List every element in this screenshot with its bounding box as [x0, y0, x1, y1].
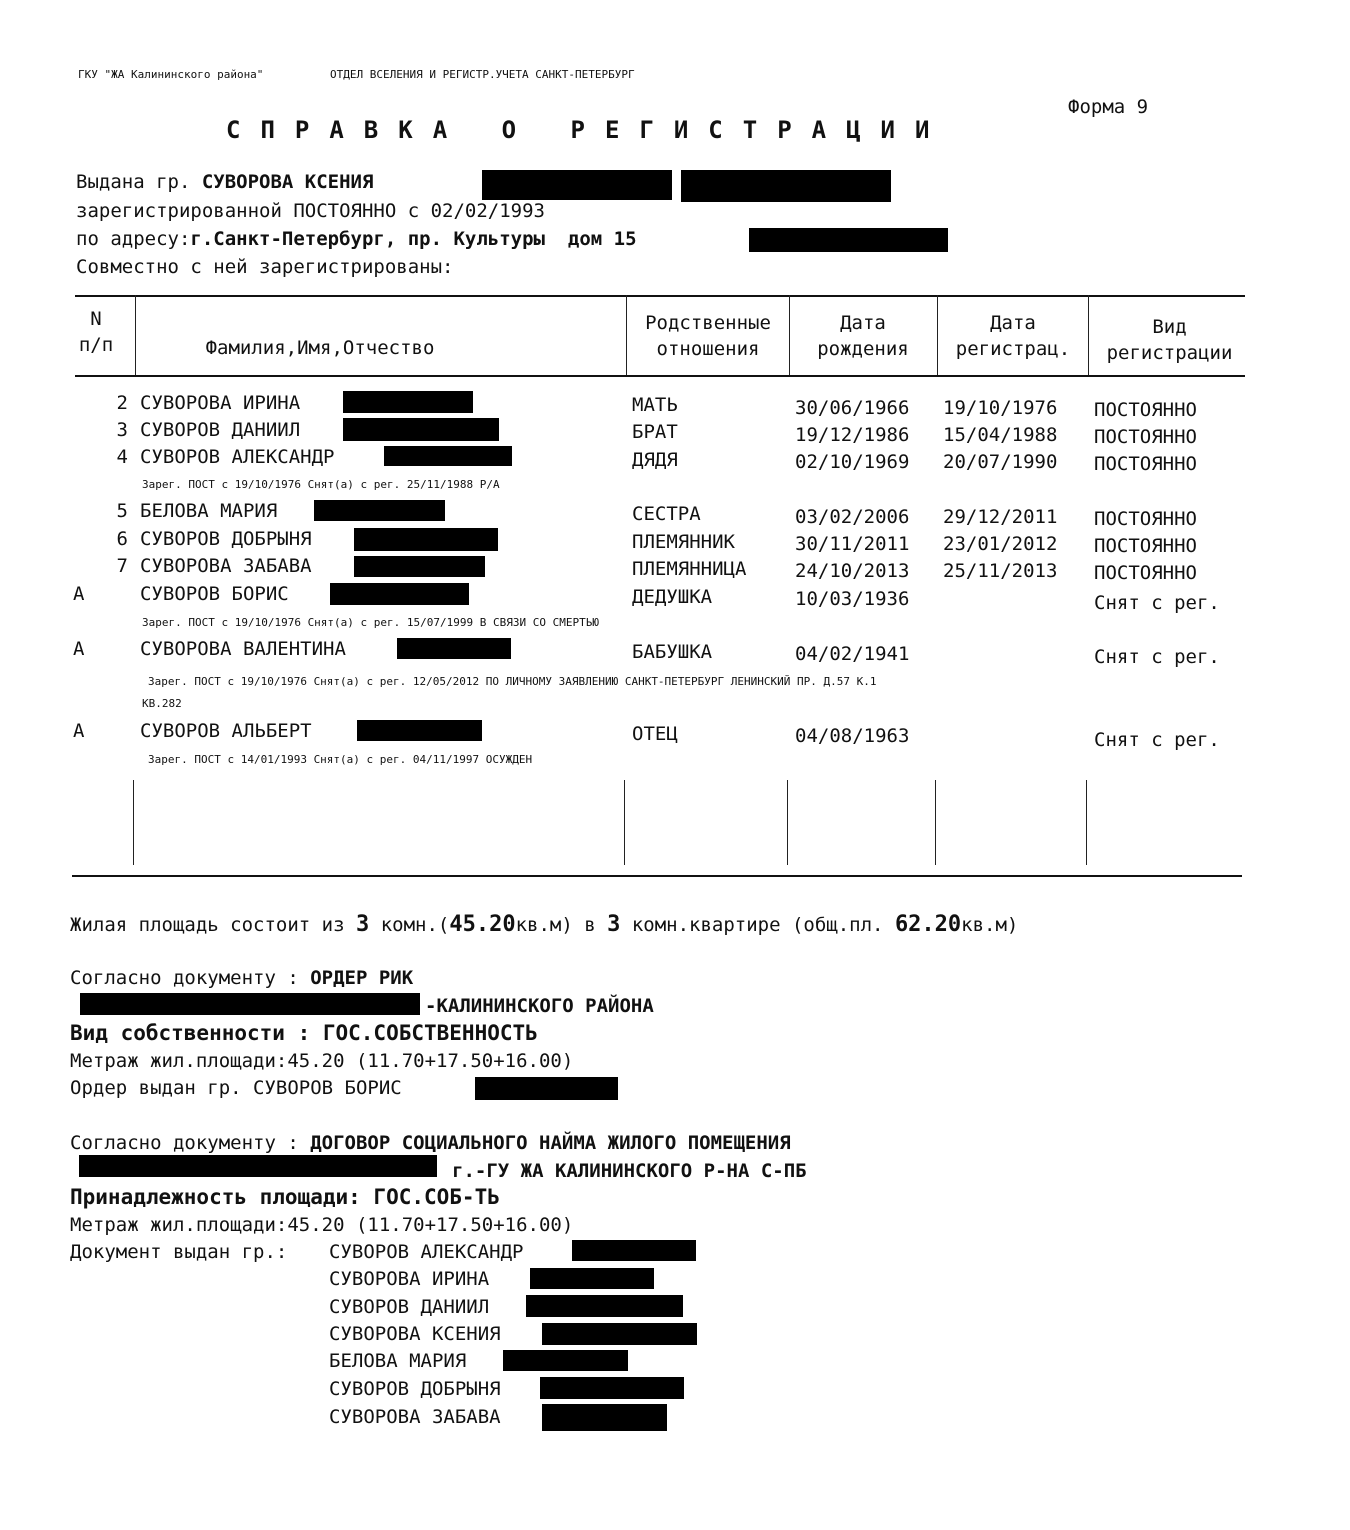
col-divider: [937, 295, 938, 375]
row-reg-date: 19/10/1976: [943, 397, 1058, 419]
redaction: [572, 1240, 696, 1261]
row-number: А: [73, 583, 85, 605]
row-name: СУВОРОВА ВАЛЕНТИНА: [140, 638, 346, 660]
row-birth-date: 10/03/1936: [795, 588, 910, 610]
row-relation: ПЛЕМЯННИЦА: [632, 558, 747, 580]
issued-name: СУВОРОВА КСЕНИЯ: [201, 171, 374, 193]
row-reg-kind: ПОСТОЯННО: [1094, 562, 1197, 584]
doc2-type: ДОГОВОР СОЦИАЛЬНОГО НАЙМА ЖИЛОГО ПОМЕЩЕНИЯ: [310, 1132, 791, 1154]
row-reg-date: 25/11/2013: [943, 560, 1058, 582]
row-number: 3: [116, 419, 128, 441]
department: ОТДЕЛ ВСЕЛЕНИЯ И РЕГИСТР.УЧЕТА САНКТ-ПЕТЕРБУРГ: [330, 68, 635, 81]
col-divider: [789, 295, 790, 375]
row-name: СУВОРОВ АЛЬБЕРТ: [140, 720, 312, 742]
row-number: 5: [116, 500, 128, 522]
row-reg-date: 23/01/2012: [943, 533, 1058, 555]
row-number: 7: [116, 555, 128, 577]
row-note: Зарег. ПОСТ с 14/01/1993 Снят(а) с рег. 04/11/1997 ОСУЖДЕН: [148, 753, 533, 766]
redaction: [354, 528, 498, 551]
row-reg-date: 29/12/2011: [943, 506, 1058, 528]
row-note: Зарег. ПОСТ с 19/10/1976 Снят(а) с рег. 25/11/1988 Р/А: [142, 478, 500, 491]
row-birth-date: 04/02/1941: [795, 643, 910, 665]
redaction: [343, 418, 499, 441]
row-note: Зарег. ПОСТ с 19/10/1976 Снят(а) с рег. 12/05/2012 ПО ЛИЧНОМУ ЗАЯВЛЕНИЮ САНКТ-ПЕТЕРБУРГ ЛЕНИНСКИЙ ПР. Д.57 К.1: [148, 675, 877, 688]
doc2-ownership: Принадлежность площади: ГОС.СОБ-ТЬ: [70, 1185, 500, 1209]
org-name: ГКУ "ЖА Калининского района": [78, 68, 264, 81]
address-prefix: по адресу:: [76, 228, 191, 250]
redaction: [397, 638, 511, 659]
row-reg-date: 20/07/1990: [943, 451, 1058, 473]
col-divider: [935, 780, 936, 865]
doc2-issuer: г.-ГУ ЖА КАЛИНИНСКОГО Р-НА С-ПБ: [452, 1160, 807, 1182]
redaction: [384, 446, 512, 466]
col-header-reg-date: Дата регистрац.: [955, 312, 1071, 360]
row-number: 4: [116, 446, 128, 468]
row-reg-kind: ПОСТОЯННО: [1094, 453, 1197, 475]
col-header-fio: Фамилия,Имя,Отчество: [205, 337, 435, 359]
col-header-reg-kind: Вид регистрации: [1106, 316, 1233, 364]
row-number: А: [73, 638, 85, 660]
doc2-area: Метраж жил.площади:45.20 (11.70+17.50+16.00): [70, 1214, 574, 1236]
doc2-person: СУВОРОВ ДАНИИЛ: [329, 1296, 490, 1318]
redaction: [503, 1350, 628, 1371]
row-birth-date: 03/02/2006: [795, 506, 910, 528]
row-reg-kind: ПОСТОЯННО: [1094, 535, 1197, 557]
row-reg-kind: Снят с рег.: [1094, 646, 1220, 668]
living-area: 45.20: [449, 912, 516, 937]
row-name: СУВОРОВ АЛЕКСАНДР: [140, 446, 335, 468]
row-number: 2: [116, 392, 128, 414]
redaction: [475, 1077, 618, 1100]
redaction: [526, 1295, 683, 1317]
col-header-birth: Дата рождения: [817, 312, 909, 360]
row-relation: ДЕДУШКА: [632, 586, 713, 608]
rooms-count: 3: [356, 912, 370, 937]
col-divider: [787, 780, 788, 865]
row-name: СУВОРОВА ЗАБАВА: [140, 555, 312, 577]
issued-prefix: Выдана гр.: [76, 171, 191, 193]
row-relation: БРАТ: [632, 421, 678, 443]
table-top-rule: [75, 295, 1245, 297]
row-reg-kind: Снят с рег.: [1094, 592, 1220, 614]
row-relation: ПЛЕМЯННИК: [632, 531, 735, 553]
row-birth-date: 19/12/1986: [795, 424, 910, 446]
col-divider: [626, 295, 627, 375]
form-number: Форма 9: [1068, 96, 1149, 118]
redaction: [749, 228, 948, 252]
row-name: СУВОРОВ ДАНИИЛ: [140, 419, 301, 441]
col-divider: [133, 780, 134, 865]
redaction: [482, 170, 672, 200]
living-area-line: Жилая площадь состоит из 3 комн.(45.20кв.м) в 3 комн.квартире (общ.пл. 62.20кв.м): [70, 912, 1019, 937]
row-note: КВ.282: [142, 697, 182, 710]
doc2-person: СУВОРОВ АЛЕКСАНДР: [329, 1241, 524, 1263]
document-title: СПРАВКА О РЕГИСТРАЦИИ: [226, 116, 950, 144]
doc2-person: СУВОРОВА ИРИНА: [329, 1268, 490, 1290]
cohabitants-line: Совместно с ней зарегистрированы:: [76, 256, 454, 278]
row-name: БЕЛОВА МАРИЯ: [140, 500, 278, 522]
total-area: 62.20: [894, 912, 962, 937]
row-reg-kind: ПОСТОЯННО: [1094, 399, 1197, 421]
row-relation: МАТЬ: [632, 394, 678, 416]
row-reg-kind: ПОСТОЯННО: [1094, 508, 1197, 530]
issued-line: [76, 171, 373, 193]
col-header-relation: Родственные отношения: [645, 312, 771, 360]
row-name: СУВОРОВ ДОБРЫНЯ: [140, 528, 312, 550]
doc1-ownership: Вид собственности : ГОС.СОБСТВЕННОСТЬ: [70, 1021, 538, 1045]
redaction: [80, 993, 420, 1015]
doc2-person: СУВОРОВА ЗАБАВА: [329, 1406, 501, 1428]
redaction: [540, 1377, 684, 1399]
row-birth-date: 02/10/1969: [795, 451, 910, 473]
address: г.Санкт-Петербург, пр. Культуры дом 15: [190, 228, 637, 250]
row-birth-date: 30/06/1966: [795, 397, 910, 419]
row-birth-date: 30/11/2011: [795, 533, 910, 555]
redaction: [542, 1323, 697, 1345]
doc1-issuer: -КАЛИНИНСКОГО РАЙОНА: [425, 995, 654, 1017]
row-number: 6: [116, 528, 128, 550]
redaction: [681, 170, 891, 202]
row-relation: СЕСТРА: [632, 503, 701, 525]
redaction: [530, 1268, 654, 1289]
table-bottom-rule: [72, 875, 1242, 877]
row-reg-kind: ПОСТОЯННО: [1094, 426, 1197, 448]
row-note: Зарег. ПОСТ с 19/10/1976 Снят(а) с рег. 15/07/1999 В СВЯЗИ СО СМЕРТЬЮ: [142, 616, 599, 629]
doc2-person: СУВОРОВ ДОБРЫНЯ: [329, 1378, 501, 1400]
row-relation: ДЯДЯ: [632, 449, 678, 471]
redaction: [354, 556, 485, 577]
doc2-person: СУВОРОВА КСЕНИЯ: [329, 1323, 501, 1345]
col-divider: [135, 295, 136, 375]
table-header-rule: [75, 375, 1245, 377]
doc1-issued-to: Ордер выдан гр. СУВОРОВ БОРИС: [70, 1077, 402, 1099]
redaction: [79, 1155, 437, 1177]
row-reg-kind: Снят с рег.: [1094, 729, 1220, 751]
col-divider: [1086, 780, 1087, 865]
redaction: [314, 500, 445, 521]
address-line: [76, 228, 637, 250]
row-birth-date: 24/10/2013: [795, 560, 910, 582]
flat-rooms-count: 3: [607, 912, 621, 937]
col-divider: [1088, 295, 1089, 375]
redaction: [357, 720, 482, 741]
row-birth-date: 04/08/1963: [795, 725, 910, 747]
doc1-type: ОРДЕР РИК: [310, 967, 414, 989]
row-number: А: [73, 720, 85, 742]
doc2-label-line: Согласно документу : ДОГОВОР СОЦИАЛЬНОГО НАЙМА ЖИЛОГО ПОМЕЩЕНИЯ: [70, 1132, 791, 1154]
redaction: [542, 1404, 667, 1431]
row-name: СУВОРОВ БОРИС: [140, 583, 289, 605]
doc2-person: БЕЛОВА МАРИЯ: [329, 1350, 467, 1372]
row-reg-date: 15/04/1988: [943, 424, 1058, 446]
row-relation: БАБУШКА: [632, 641, 713, 663]
redaction: [330, 583, 469, 605]
registered-line: зарегистрированной ПОСТОЯННО с 02/02/1993: [76, 200, 545, 222]
row-name: СУВОРОВА ИРИНА: [140, 392, 301, 414]
doc1-area: Метраж жил.площади:45.20 (11.70+17.50+16.00): [70, 1050, 574, 1072]
doc1-label-line: Согласно документу : ОРДЕР РИК: [70, 967, 414, 989]
col-divider: [624, 780, 625, 865]
redaction: [343, 391, 473, 413]
col-header-number: N п/п: [78, 308, 114, 356]
row-relation: ОТЕЦ: [632, 723, 678, 745]
doc2-issued-label: Документ выдан гр.:: [70, 1241, 288, 1263]
